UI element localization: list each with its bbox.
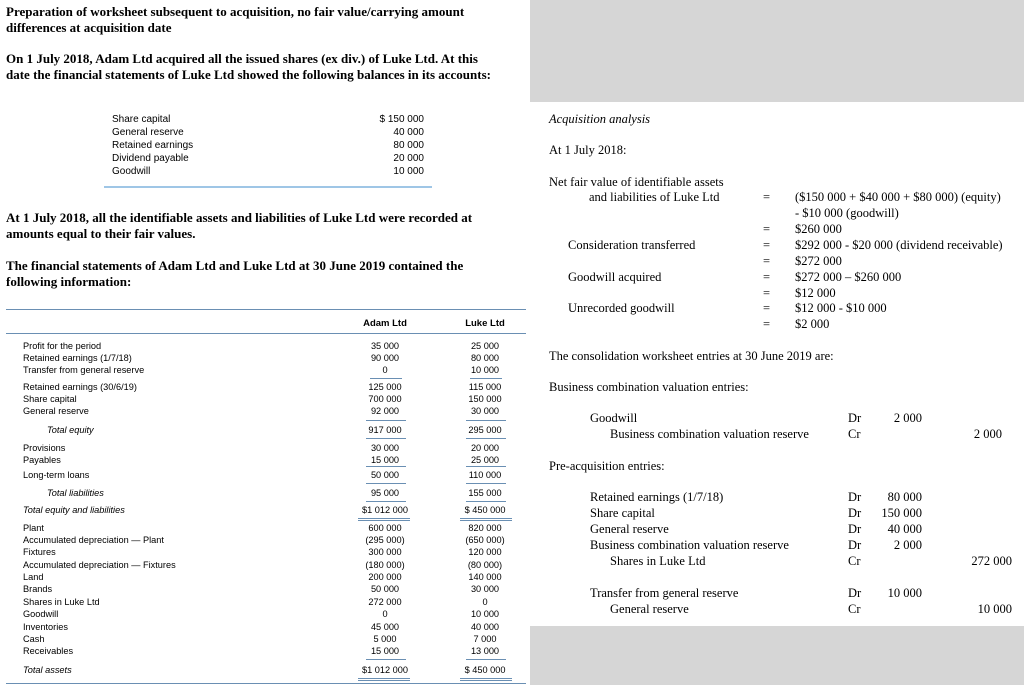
table-cell-luke: 155 000 (468, 488, 502, 498)
balance-label: Dividend payable (112, 153, 189, 164)
table-row-label: Profit for the period (23, 341, 102, 351)
equals-sign: = (763, 222, 771, 236)
balance-label: General reserve (112, 127, 184, 138)
table-cell-adam: 200 000 (368, 572, 402, 582)
table-row-label: Transfer from general reserve (23, 365, 145, 375)
table-cell-luke: $ 450 000 (464, 665, 506, 675)
table-cell-luke: 30 000 (470, 584, 500, 594)
table-cell-adam: 0 (382, 609, 388, 619)
table-row-label: Payables (23, 455, 61, 465)
table-row-label: Inventories (23, 622, 68, 632)
table-row-label: Provisions (23, 443, 66, 453)
subtotal-rule (466, 501, 506, 502)
total-rule (460, 680, 512, 681)
table-cell-luke: $ 450 000 (464, 505, 506, 515)
balance-label: Share capital (112, 114, 171, 125)
table-row-label: Brands (23, 584, 53, 594)
journal-drcr: Dr (848, 411, 862, 425)
table-cell-luke: 10 000 (470, 365, 500, 375)
table-row-label: Plant (23, 523, 44, 533)
table-cell-luke: 820 000 (468, 523, 502, 533)
balance-value: 20 000 (393, 153, 424, 164)
table-row-label: Long-term loans (23, 470, 90, 480)
table-cell-adam: 45 000 (370, 622, 400, 632)
total-rule (460, 678, 512, 679)
journal-credit: 272 000 (971, 554, 1012, 568)
intro-paragraph: On 1 July 2018, Adam Ltd acquired all the issued shares (ex div.) of Luke Ltd. At this date the financial statements of Luke Ltd showed the following balances in its accounts: (6, 51, 491, 82)
subtotal-rule (366, 420, 406, 421)
table-cell-luke: 7 000 (473, 634, 497, 644)
fair-value-paragraph: At 1 July 2018, all the identifiable assets and liabilities of Luke Ltd were recorded at amounts equal to their fair values. (6, 210, 473, 241)
unrecorded-label: Unrecorded goodwill (568, 301, 675, 315)
bcv-heading: Business combination valuation entries: (549, 380, 749, 394)
table-cell-adam: 95 000 (370, 488, 400, 498)
right-panel (528, 0, 1024, 685)
total-rule (358, 518, 410, 519)
table-cell-luke: 120 000 (468, 547, 502, 557)
analysis-date: At 1 July 2018: (549, 143, 627, 157)
table-cell-adam: 15 000 (370, 455, 400, 465)
grey-band-top (530, 0, 1024, 102)
preacq-heading: Pre-acquisition entries: (549, 459, 665, 473)
table-cell-adam: (295 000) (365, 535, 405, 545)
balance-value: 80 000 (393, 140, 424, 151)
table-row-label: Fixtures (23, 547, 56, 557)
goodwill-result: $12 000 (795, 286, 836, 300)
subtotal-rule (466, 483, 506, 484)
goodwill-calc: $272 000 – $260 000 (795, 270, 902, 284)
journal-drcr: Dr (848, 586, 862, 600)
subtotal-rule (466, 466, 506, 467)
analysis-title: Acquisition analysis (549, 112, 651, 126)
table-cell-adam: 90 000 (370, 353, 400, 363)
total-rule (358, 520, 410, 521)
table-cell-adam: 272 000 (368, 597, 402, 607)
total-rule (460, 518, 512, 519)
nfv-label: and liabilities of Luke Ltd (589, 190, 720, 204)
table-cell-luke: 20 000 (470, 443, 500, 453)
table-cell-adam: 600 000 (368, 523, 402, 533)
table-cell-luke: 25 000 (470, 341, 500, 351)
table-row-label: Cash (23, 634, 45, 644)
balance-value: 10 000 (393, 166, 424, 177)
equals-sign: = (763, 317, 771, 331)
table-cell-luke: 140 000 (468, 572, 502, 582)
table-cell-adam: $1 012 000 (362, 665, 408, 675)
table-cell-adam: 92 000 (370, 406, 400, 416)
equals-sign: = (763, 254, 771, 268)
table-cell-adam: 15 000 (370, 646, 400, 656)
table-row-label: Retained earnings (1/7/18) (23, 353, 132, 363)
journal-debit: 10 000 (887, 586, 922, 600)
table-row-label: Shares in Luke Ltd (23, 597, 100, 607)
subtotal-rule (466, 438, 506, 439)
subtotal-rule (466, 420, 506, 421)
table-cell-luke: 10 000 (470, 609, 500, 619)
col-header-luke: Luke Ltd (465, 318, 505, 329)
journal-debit: 40 000 (887, 522, 922, 536)
table-row-label: Land (23, 572, 44, 582)
nfv-calc: - $10 000 (goodwill) (795, 206, 899, 220)
worksheet-title: Preparation of worksheet subsequent to acquisition, no fair value/carrying amount differences at acquisition date (6, 4, 465, 35)
table-top-rule (6, 309, 526, 310)
subtotal-rule (366, 501, 406, 502)
journal-debit: 150 000 (881, 506, 922, 520)
journal-debit: 2 000 (893, 538, 922, 552)
table-row-label: General reserve (23, 406, 89, 416)
balance-value: $ 150 000 (379, 114, 424, 125)
subtotal-rule (470, 378, 502, 379)
table-cell-luke: 80 000 (470, 353, 500, 363)
table-row-label: Total assets (23, 665, 72, 675)
table-row-label: Accumulated depreciation — Plant (23, 535, 164, 545)
table-cell-adam: $1 012 000 (362, 505, 408, 515)
table-cell-adam: 300 000 (368, 547, 402, 557)
subtotal-rule (366, 483, 406, 484)
header-rule (6, 333, 526, 334)
journal-account: Transfer from general reserve (590, 586, 739, 600)
table-cell-luke: 30 000 (470, 406, 500, 416)
equals-sign: = (763, 301, 771, 315)
table-row-label: Retained earnings (30/6/19) (23, 382, 137, 392)
table-row-label: Goodwill (23, 609, 59, 619)
table-row-label: Total equity and liabilities (23, 505, 125, 515)
fs-paragraph: The financial statements of Adam Ltd and Luke Ltd at 30 June 2019 contained the following information: (6, 258, 464, 289)
equals-sign: = (763, 270, 771, 284)
equals-sign: = (763, 286, 771, 300)
balance-value: 40 000 (393, 127, 424, 138)
table-cell-luke: (650 000) (465, 535, 505, 545)
journal-account: Business combination valuation reserve (610, 427, 809, 441)
journal-drcr: Dr (848, 506, 862, 520)
total-rule (358, 678, 410, 679)
table-cell-luke: 0 (482, 597, 488, 607)
table-cell-adam: (180 000) (365, 560, 405, 570)
table-cell-luke: (80 000) (467, 560, 503, 570)
balance-label: Goodwill (112, 166, 151, 177)
table-cell-adam: 35 000 (370, 341, 400, 351)
journal-drcr: Cr (848, 554, 861, 568)
journal-credit: 10 000 (977, 602, 1012, 616)
table-bottom-rule (6, 683, 526, 684)
journal-drcr: Dr (848, 522, 862, 536)
nfv-result: $260 000 (795, 222, 842, 236)
table-cell-adam: 917 000 (368, 425, 402, 435)
subtotal-rule (466, 659, 506, 660)
journal-drcr: Cr (848, 602, 861, 616)
table-row-label: Accumulated depreciation — Fixtures (23, 560, 176, 570)
table-cell-luke: 40 000 (470, 622, 500, 632)
journal-account: Goodwill (590, 411, 638, 425)
total-rule (358, 680, 410, 681)
table-cell-adam: 50 000 (370, 584, 400, 594)
journal-account: Business combination valuation reserve (590, 538, 789, 552)
journal-drcr: Cr (848, 427, 861, 441)
journal-account: General reserve (610, 602, 689, 616)
total-rule (460, 520, 512, 521)
table-cell-adam: 5 000 (373, 634, 397, 644)
grey-band-bottom (530, 626, 1024, 685)
subtotal-rule (366, 659, 406, 660)
journal-debit: 80 000 (887, 490, 922, 504)
journal-account: General reserve (590, 522, 669, 536)
journal-credit: 2 000 (973, 427, 1002, 441)
col-header-adam: Adam Ltd (363, 318, 407, 329)
unrecorded-calc: $12 000 - $10 000 (795, 301, 887, 315)
journal-account: Retained earnings (1/7/18) (590, 490, 724, 504)
table-cell-adam: 0 (382, 365, 388, 375)
table-cell-adam: 700 000 (368, 394, 402, 404)
journal-debit: 2 000 (893, 411, 922, 425)
table-cell-luke: 295 000 (468, 425, 502, 435)
consideration-result: $272 000 (795, 254, 842, 268)
equals-sign: = (763, 190, 771, 204)
table-row-label: Total equity (47, 425, 94, 435)
consideration-label: Consideration transferred (568, 238, 696, 252)
journal-account: Shares in Luke Ltd (610, 554, 706, 568)
subtotal-rule (366, 438, 406, 439)
table-row-label: Total liabilities (47, 488, 104, 498)
consideration-calc: $292 000 - $20 000 (dividend receivable) (795, 238, 1003, 252)
nfv-calc: ($150 000 + $40 000 + $80 000) (equity) (795, 190, 1001, 204)
worksheet-intro: The consolidation worksheet entries at 30 June 2019 are: (549, 349, 834, 363)
table-cell-luke: 13 000 (470, 646, 500, 656)
journal-drcr: Dr (848, 490, 862, 504)
balance-label: Retained earnings (112, 140, 194, 151)
luke-balances-box (104, 108, 432, 188)
table-row-label: Share capital (23, 394, 77, 404)
table-cell-luke: 25 000 (470, 455, 500, 465)
journal-account: Share capital (590, 506, 655, 520)
table-cell-adam: 50 000 (370, 470, 400, 480)
table-row-label: Receivables (23, 646, 74, 656)
equals-sign: = (763, 238, 771, 252)
nfv-label: Net fair value of identifiable assets (549, 175, 724, 189)
table-cell-luke: 115 000 (468, 382, 502, 392)
unrecorded-result: $2 000 (795, 317, 830, 331)
table-cell-luke: 110 000 (468, 470, 502, 480)
table-cell-adam: 30 000 (370, 443, 400, 453)
table-cell-luke: 150 000 (468, 394, 502, 404)
subtotal-rule (366, 466, 406, 467)
goodwill-label: Goodwill acquired (568, 270, 662, 284)
table-cell-adam: 125 000 (368, 382, 402, 392)
subtotal-rule (370, 378, 402, 379)
journal-drcr: Dr (848, 538, 862, 552)
